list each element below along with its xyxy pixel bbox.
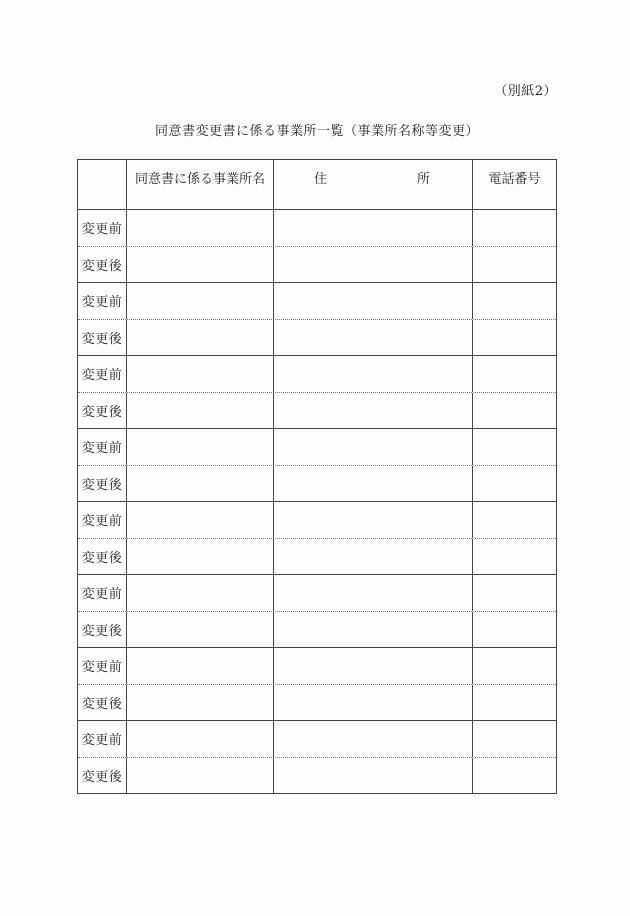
table-row-before xyxy=(78,429,556,465)
table-row-before xyxy=(78,721,556,757)
table-row-before xyxy=(78,575,556,611)
office-name-cell-before xyxy=(127,210,274,246)
address-cell-before xyxy=(274,502,473,538)
row-label-after: 変更後 xyxy=(78,758,127,794)
table-row-after xyxy=(78,538,556,575)
office-name-cell-before xyxy=(127,502,274,538)
table-row-before xyxy=(78,502,556,538)
office-name-cell-before xyxy=(127,575,274,611)
table-row-after xyxy=(78,684,556,721)
address-cell-before xyxy=(274,648,473,684)
row-label-after: 変更後 xyxy=(78,320,127,356)
row-label-before: 変更前 xyxy=(78,356,127,392)
phone-cell-before xyxy=(473,502,556,538)
table-row-after xyxy=(78,392,556,429)
table-row-pair xyxy=(78,429,556,502)
row-label-before: 変更前 xyxy=(78,502,127,538)
office-name-cell-after xyxy=(127,539,274,575)
row-label-before: 変更前 xyxy=(78,429,127,465)
phone-cell-before xyxy=(473,283,556,319)
address-cell-after xyxy=(274,320,473,356)
row-label-before: 変更前 xyxy=(78,210,127,246)
row-label-before: 変更前 xyxy=(78,575,127,611)
phone-cell-before xyxy=(473,648,556,684)
address-cell-before xyxy=(274,721,473,757)
row-label-after: 変更後 xyxy=(78,612,127,648)
table-row-after xyxy=(78,319,556,356)
office-name-cell-after xyxy=(127,758,274,794)
table-row-pair xyxy=(78,502,556,575)
table-row-pair xyxy=(78,210,556,283)
table-row-before xyxy=(78,283,556,319)
row-label-after: 変更後 xyxy=(78,247,127,283)
table-row-before xyxy=(78,648,556,684)
address-cell-after xyxy=(274,247,473,283)
office-list-table xyxy=(77,159,557,794)
address-cell-before xyxy=(274,575,473,611)
table-header-row xyxy=(78,160,556,210)
address-cell-after xyxy=(274,466,473,502)
header-office-name: 同意書に係る事業所名 xyxy=(127,160,274,209)
phone-cell-after xyxy=(473,758,556,794)
address-cell-after xyxy=(274,612,473,648)
header-address-char-left: 住 xyxy=(314,172,328,187)
table-body xyxy=(78,210,556,793)
phone-cell-before xyxy=(473,721,556,757)
office-name-cell-after xyxy=(127,320,274,356)
table-row-after xyxy=(78,246,556,283)
table-row-pair xyxy=(78,283,556,356)
address-cell-before xyxy=(274,283,473,319)
office-name-cell-before xyxy=(127,283,274,319)
row-label-after: 変更後 xyxy=(78,685,127,721)
row-label-after: 変更後 xyxy=(78,466,127,502)
phone-cell-after xyxy=(473,320,556,356)
office-name-cell-after xyxy=(127,393,274,429)
header-corner-cell xyxy=(78,160,127,209)
office-name-cell-before xyxy=(127,648,274,684)
office-name-cell-before xyxy=(127,721,274,757)
office-name-cell-after xyxy=(127,612,274,648)
phone-cell-after xyxy=(473,612,556,648)
phone-cell-before xyxy=(473,356,556,392)
table-row-before xyxy=(78,356,556,392)
attachment-label: （別紙2） xyxy=(494,84,557,99)
phone-cell-before xyxy=(473,429,556,465)
office-name-cell-before xyxy=(127,356,274,392)
table-row-before xyxy=(78,210,556,246)
row-label-after: 変更後 xyxy=(78,393,127,429)
phone-cell-after xyxy=(473,685,556,721)
row-label-before: 変更前 xyxy=(78,283,127,319)
table-row-pair xyxy=(78,356,556,429)
header-phone: 電話番号 xyxy=(488,172,541,187)
address-cell-after xyxy=(274,685,473,721)
header-address-char-right: 所 xyxy=(416,172,430,187)
address-cell-after xyxy=(274,393,473,429)
table-row-pair xyxy=(78,575,556,648)
table-row-pair xyxy=(78,721,556,793)
row-label-before: 変更前 xyxy=(78,721,127,757)
table-row-after xyxy=(78,757,556,794)
office-name-cell-after xyxy=(127,685,274,721)
phone-cell-after xyxy=(473,466,556,502)
address-cell-before xyxy=(274,210,473,246)
table-row-after xyxy=(78,465,556,502)
table-row-after xyxy=(78,611,556,648)
row-label-before: 変更前 xyxy=(78,648,127,684)
address-cell-after xyxy=(274,758,473,794)
office-name-cell-before xyxy=(127,429,274,465)
document-sheet xyxy=(77,0,557,794)
phone-cell-after xyxy=(473,539,556,575)
address-cell-before xyxy=(274,356,473,392)
header-address xyxy=(274,160,473,209)
table-row-pair xyxy=(78,648,556,721)
phone-cell-before xyxy=(473,575,556,611)
phone-cell-after xyxy=(473,247,556,283)
office-name-cell-after xyxy=(127,247,274,283)
address-cell-after xyxy=(274,539,473,575)
phone-cell-before xyxy=(473,210,556,246)
office-name-cell-after xyxy=(127,466,274,502)
page-title: 同意書変更書に係る事業所一覧（事業所名称等変更） xyxy=(154,124,479,139)
address-cell-before xyxy=(274,429,473,465)
row-label-after: 変更後 xyxy=(78,539,127,575)
phone-cell-after xyxy=(473,393,556,429)
